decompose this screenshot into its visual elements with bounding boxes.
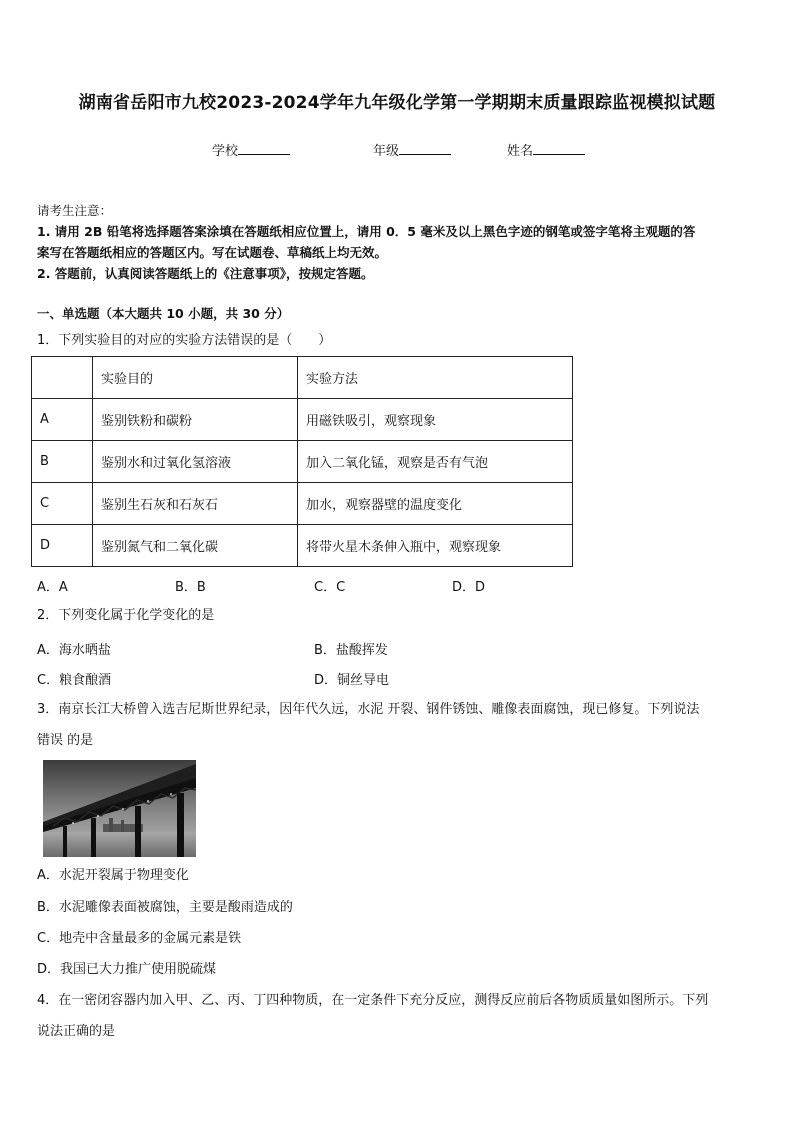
q2-option-d: D．铜丝导电 — [314, 673, 390, 688]
table-row — [32, 525, 573, 567]
q4-stem-line-1: 4．在一密闭容器内加入甲、乙、丙、丁四种物质，在一定条件下充分反应，测得反应前后各物质质量如图所示。下列 — [37, 993, 709, 1008]
q2-option-a: A．海水晒盐 — [37, 643, 111, 658]
exam-title: 湖南省岳阳市九校2023-2024学年九年级化学第一学期期末质量跟踪监视模拟试题 — [78, 93, 716, 113]
table-row — [32, 483, 573, 525]
table-header-cell: 实验方法 — [298, 357, 573, 399]
q3-option-d: D．我国已大力推广使用脱硫煤 — [37, 962, 217, 977]
q1-table — [31, 356, 573, 567]
name-blank — [533, 142, 585, 155]
table-header-row — [32, 357, 573, 399]
table-cell: D — [32, 525, 93, 567]
q1-stem: 1．下列实验目的对应的实验方法错误的是（ ） — [37, 333, 332, 348]
school-field — [212, 140, 290, 159]
table-row — [32, 399, 573, 441]
table-cell: 鉴别铁粉和碳粉 — [93, 399, 298, 441]
q3-option-b: B．水泥雕像表面被腐蚀，主要是酸雨造成的 — [37, 900, 293, 915]
notice-item-1-line-2: 案写在答题纸相应的答题区内。写在试题卷、草稿纸上均无效。 — [37, 245, 388, 260]
table-cell: 将带火星木条伸入瓶中，观察现象 — [298, 525, 573, 567]
q1-option-b: B．B — [175, 580, 206, 595]
table-cell: 加水，观察器壁的温度变化 — [298, 483, 573, 525]
section-heading: 一、单选题（本大题共 10 小题，共 30 分） — [37, 306, 290, 321]
grade-field — [373, 140, 451, 159]
table-row — [32, 441, 573, 483]
table-cell: 鉴别水和过氧化氢溶液 — [93, 441, 298, 483]
q2-option-c: C．粮食酿酒 — [37, 673, 112, 688]
q3-option-a: A．水泥开裂属于物理变化 — [37, 868, 189, 883]
table-cell: 鉴别生石灰和石灰石 — [93, 483, 298, 525]
name-label: 姓名 — [507, 144, 534, 159]
bridge-illustration — [43, 760, 196, 857]
q2-option-b: B．盐酸挥发 — [314, 643, 388, 658]
q3-stem-line-1: 3．南京长江大桥曾入选吉尼斯世界纪录，因年代久远，水泥 开裂、钢件锈蚀、雕像表面腐蚀，现已修复。下列说法 — [37, 702, 700, 717]
notice-heading: 请考生注意： — [37, 203, 113, 218]
table-cell: 加入二氧化锰，观察是否有气泡 — [298, 441, 573, 483]
table-cell: C — [32, 483, 93, 525]
table-cell: 用磁铁吸引，观察现象 — [298, 399, 573, 441]
bridge-photo — [43, 760, 196, 857]
school-label: 学校 — [212, 144, 239, 159]
grade-label: 年级 — [373, 144, 400, 159]
q4-stem-line-2: 说法正确的是 — [37, 1024, 116, 1039]
table-cell: 鉴别氮气和二氧化碳 — [93, 525, 298, 567]
q1-option-c: C．C — [314, 580, 346, 595]
q3-option-c: C．地壳中含量最多的金属元素是铁 — [37, 931, 242, 946]
notice-item-1-line-1: 1. 请用 2B 铅笔将选择题答案涂填在答题纸相应位置上，请用 0．5 毫米及以上黑色字迹的钢笔或签字笔将主观题的答 — [37, 224, 696, 239]
table-header-cell: 实验目的 — [93, 357, 298, 399]
table-cell: A — [32, 399, 93, 441]
name-field — [507, 140, 585, 159]
q3-stem-line-2: 错误 的是 — [37, 733, 94, 748]
school-blank — [238, 142, 290, 155]
q2-stem: 2．下列变化属于化学变化的是 — [37, 608, 215, 623]
q1-option-a: A．A — [37, 580, 68, 595]
table-cell: B — [32, 441, 93, 483]
table-header-cell — [32, 357, 93, 399]
q1-option-d: D．D — [452, 580, 486, 595]
grade-blank — [399, 142, 451, 155]
notice-item-2: 2. 答题前，认真阅读答题纸上的《注意事项》，按规定答题。 — [37, 266, 374, 281]
